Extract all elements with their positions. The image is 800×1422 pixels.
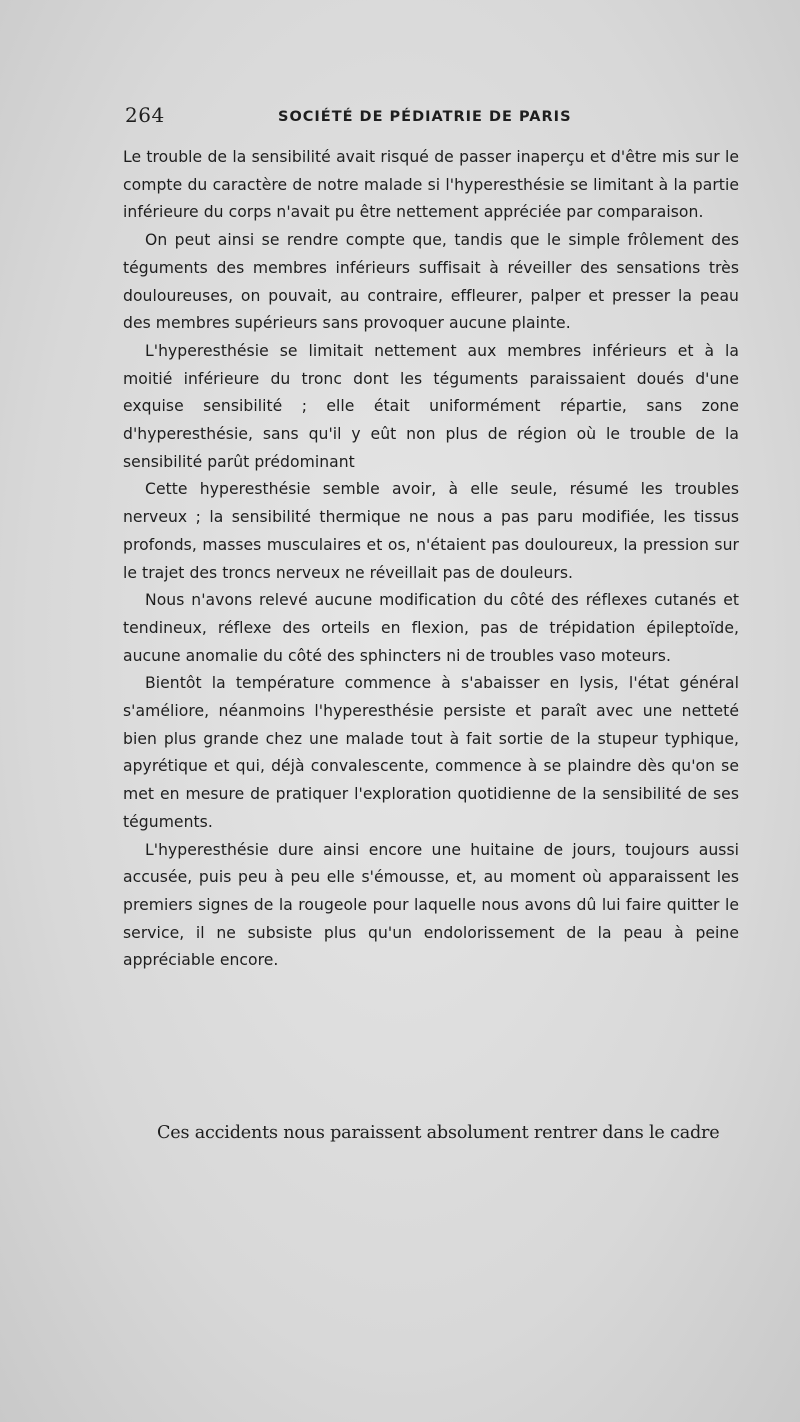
body-text <box>123 144 739 975</box>
paragraph-4: Cette hyperesthésie semble avoir, à elle seule, résumé les troubles nerveux ; la sensibilité thermique ne nous a pas paru modifiée, les tissus profonds, masses musculaires et os, n'étaient pas douloureux, la pression sur le trajet des troncs nerveux ne réveillait pas de douleurs. <box>123 480 739 582</box>
paragraph-5: Nous n'avons relevé aucune modification du côté des réflexes cutanés et tendineux, réflexe des orteils en flexion, pas de trépidation épileptoïde, aucune anomalie du côté des sphincters ni de troubles vaso moteurs. <box>123 591 739 665</box>
page-number: 264 <box>125 103 165 127</box>
paragraph-3: L'hyperesthésie se limitait nettement aux membres inférieurs et à la moitié inférieure du tronc dont les téguments paraissaient doués d'une exquise sensibilité ; elle était uniformément répartie, sans zone d'hyperesthésie, sans qu'il y eût non plus de région où le trouble de la sensibilité parût prédominant <box>123 341 739 471</box>
paragraph-7: L'hyperesthésie dure ainsi encore une huitaine de jours, toujours aussi accusée, puis peu à peu elle s'émousse, et, au moment où apparaissent les premiers signes de la rougeole pour laquelle nous avons dû lui faire quitter le service, il ne subsiste plus qu'un endolorissement de la peau à peine appréciable encore. <box>123 840 739 970</box>
paragraph-2: On peut ainsi se rendre compte que, tandis que le simple frôlement des téguments des membres inférieurs suffisait à réveiller des sensations très douloureuses, on pouvait, au contraire, effleurer, palper et presser la peau des membres supérieurs sans provoquer aucune plainte. <box>123 231 739 333</box>
page-header <box>125 103 740 133</box>
final-line: Ces accidents nous paraissent absolument rentrer dans le cadre <box>157 1123 720 1143</box>
running-title: SOCIÉTÉ DE PÉDIATRIE DE PARIS <box>278 109 572 125</box>
paragraph-1: Le trouble de la sensibilité avait risqué de passer inaperçu et d'être mis sur le compte du caractère de notre malade si l'hyperesthésie se limitant à la partie inférieure du corps n'avait pu être nettement appréciée par comparaison. <box>123 148 739 222</box>
paragraph-6: Bientôt la température commence à s'abaisser en lysis, l'état général s'améliore, néanmoins l'hyperesthésie persiste et paraît avec une netteté bien plus grande chez une malade tout à fait sortie de la stupeur typhique, apyrétique et qui, déjà convalescente, commence à se plaindre dès qu'on se met en mesure de pratiquer l'exploration quotidienne de la sensibilité de ses téguments. <box>123 674 739 831</box>
